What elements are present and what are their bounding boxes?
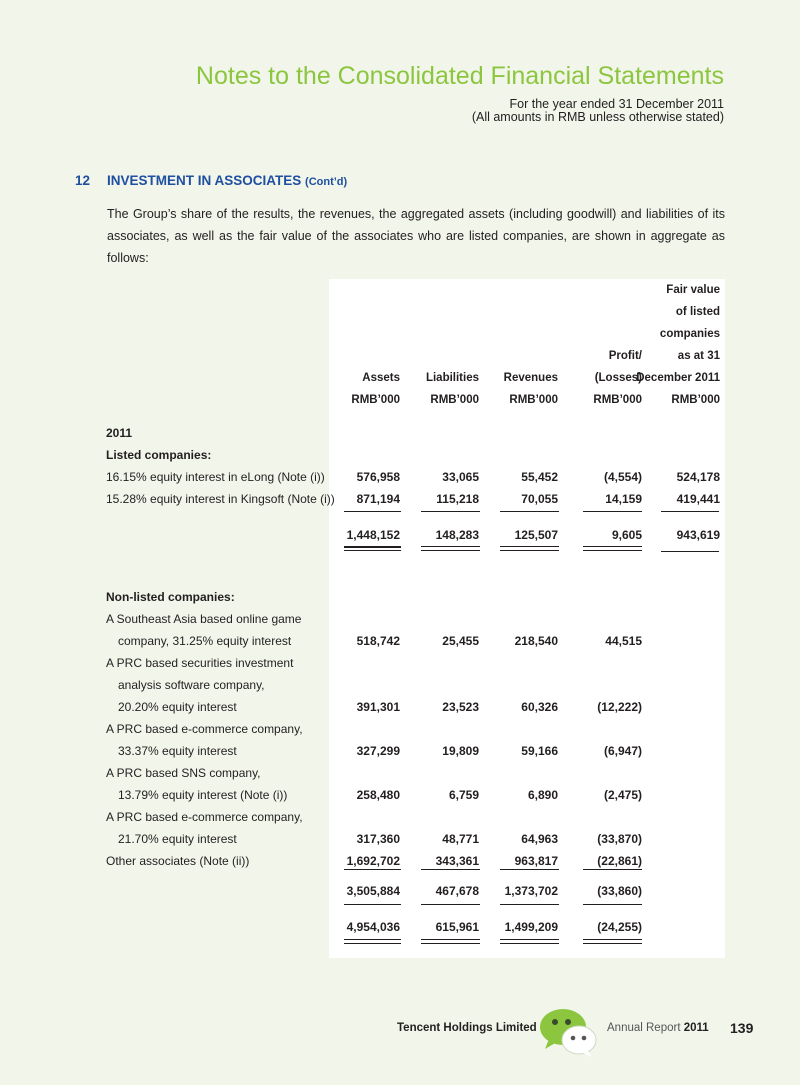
cell-revenues: 60,326 bbox=[521, 700, 558, 714]
nonlisted-total-row bbox=[0, 882, 800, 900]
double-underline bbox=[500, 546, 559, 547]
cell-revenues: 55,452 bbox=[521, 470, 558, 484]
subtitle-line-2: (All amounts in RMB unless otherwise stated) bbox=[471, 110, 724, 124]
page-title: Notes to the Consolidated Financial Statements bbox=[195, 62, 724, 90]
header-fair-value-5: December 2011 bbox=[636, 372, 720, 384]
year-label: 2011 bbox=[106, 426, 133, 440]
row-label: Non-listed companies: bbox=[106, 590, 235, 604]
cell-profit: (33,870) bbox=[597, 832, 642, 846]
underline bbox=[421, 869, 480, 870]
cell-fair-value: 943,619 bbox=[676, 528, 720, 542]
table-row bbox=[0, 490, 800, 508]
double-underline bbox=[583, 550, 642, 551]
cell-profit: 9,605 bbox=[611, 528, 642, 542]
row-label: 21.70% equity interest bbox=[118, 832, 237, 846]
listed-total-row bbox=[0, 526, 800, 544]
table-row bbox=[0, 742, 800, 760]
cell-revenues: 64,963 bbox=[521, 832, 558, 846]
cell-liabilities: 33,065 bbox=[442, 470, 479, 484]
section-title: INVESTMENT IN ASSOCIATES bbox=[107, 173, 302, 188]
row-label: analysis software company, bbox=[118, 678, 265, 692]
table-row bbox=[0, 852, 800, 870]
table-row bbox=[0, 632, 800, 650]
table-row bbox=[0, 786, 800, 804]
underline bbox=[500, 869, 559, 870]
cell-liabilities: 25,455 bbox=[442, 634, 479, 648]
cell-revenues: 1,373,702 bbox=[504, 884, 558, 898]
intro-paragraph: The Group’s share of the results, the revenues, the aggregated assets (including goodwill) and liabilities of its associates, as well as the fair value of the associates who are listed companies, are shown in aggregate as follows: bbox=[107, 207, 725, 265]
double-underline bbox=[344, 943, 401, 944]
cell-liabilities: 23,523 bbox=[442, 700, 479, 714]
underline bbox=[583, 869, 642, 870]
table-row-label bbox=[0, 720, 800, 738]
double-underline bbox=[421, 939, 480, 940]
header-unit-assets: RMB’000 bbox=[351, 394, 400, 406]
underline bbox=[500, 511, 559, 512]
header-fair-value-2: of listed bbox=[675, 306, 720, 318]
header-liabilities: Liabilities bbox=[425, 372, 479, 384]
double-underline bbox=[500, 939, 559, 940]
cell-revenues: 70,055 bbox=[521, 492, 558, 506]
cell-revenues: 125,507 bbox=[514, 528, 558, 542]
table-row-label bbox=[0, 654, 800, 672]
row-label: A PRC based e-commerce company, bbox=[106, 722, 303, 736]
double-underline bbox=[421, 943, 480, 944]
table-row-label bbox=[0, 676, 800, 694]
cell-revenues: 6,890 bbox=[527, 788, 558, 802]
cell-liabilities: 48,771 bbox=[442, 832, 479, 846]
cell-profit: (24,255) bbox=[597, 920, 642, 934]
header-unit-revenues: RMB’000 bbox=[509, 394, 558, 406]
cell-profit: (4,554) bbox=[603, 470, 642, 484]
cell-fair-value: 524,178 bbox=[676, 470, 720, 484]
cell-profit: (33,860) bbox=[597, 884, 642, 898]
row-label: 33.37% equity interest bbox=[118, 744, 237, 758]
double-underline bbox=[421, 550, 480, 551]
header-fair-value-1: Fair value bbox=[666, 284, 720, 296]
underline bbox=[344, 869, 401, 870]
cell-liabilities: 148,283 bbox=[435, 528, 479, 542]
cell-assets: 327,299 bbox=[356, 744, 400, 758]
underline bbox=[583, 511, 642, 512]
row-label: A PRC based SNS company, bbox=[106, 766, 261, 780]
row-label: A PRC based securities investment bbox=[106, 656, 294, 670]
listed-heading: Listed companies: bbox=[106, 448, 212, 462]
underline bbox=[421, 511, 480, 512]
cell-profit: (12,222) bbox=[597, 700, 642, 714]
cell-revenues: 59,166 bbox=[521, 744, 558, 758]
footer-report-label: Annual Report bbox=[607, 1022, 681, 1034]
underline bbox=[344, 511, 401, 512]
cell-profit: (2,475) bbox=[603, 788, 642, 802]
cell-assets: 4,954,036 bbox=[346, 920, 400, 934]
section-cont: (Cont’d) bbox=[305, 176, 348, 188]
row-label: A PRC based e-commerce company, bbox=[106, 810, 303, 824]
table-row bbox=[0, 468, 800, 486]
row-label: 13.79% equity interest (Note (i)) bbox=[118, 788, 288, 802]
nonlisted-heading bbox=[0, 588, 800, 606]
double-underline bbox=[344, 550, 401, 551]
cell-assets: 1,692,702 bbox=[346, 854, 400, 868]
footer-report-year: 2011 bbox=[683, 1022, 709, 1034]
underline bbox=[344, 904, 401, 905]
cell-liabilities: 19,809 bbox=[442, 744, 479, 758]
wechat-logo-icon bbox=[537, 1005, 599, 1059]
row-label: 16.15% equity interest in eLong (Note (i)) bbox=[106, 470, 325, 484]
table-row-label bbox=[0, 764, 800, 782]
table-row bbox=[0, 830, 800, 848]
double-underline bbox=[421, 546, 480, 547]
page-number: 139 bbox=[730, 1020, 754, 1036]
grand-total-row bbox=[0, 918, 800, 936]
table-row bbox=[0, 698, 800, 716]
row-label: Other associates (Note (ii)) bbox=[106, 854, 250, 868]
header-revenues: Revenues bbox=[503, 372, 558, 384]
cell-liabilities: 6,759 bbox=[448, 788, 479, 802]
underline bbox=[344, 547, 401, 548]
cell-profit: (22,861) bbox=[597, 854, 642, 868]
header-fair-value-3: companies bbox=[659, 328, 720, 340]
double-underline bbox=[583, 939, 642, 940]
underline bbox=[661, 511, 719, 512]
cell-assets: 317,360 bbox=[356, 832, 400, 846]
cell-fair-value: 419,441 bbox=[676, 492, 720, 506]
cell-liabilities: 343,361 bbox=[435, 854, 479, 868]
table-row-label bbox=[0, 808, 800, 826]
cell-assets: 576,958 bbox=[356, 470, 400, 484]
row-label: 15.28% equity interest in Kingsoft (Note (i)) bbox=[106, 492, 335, 506]
double-underline bbox=[344, 939, 401, 940]
cell-revenues: 1,499,209 bbox=[504, 920, 558, 934]
cell-assets: 518,742 bbox=[356, 634, 400, 648]
header-profit-2: (Losses) bbox=[594, 372, 642, 384]
row-label: A Southeast Asia based online game bbox=[106, 612, 302, 626]
footer-report bbox=[607, 1022, 709, 1034]
cell-assets: 1,448,152 bbox=[346, 528, 400, 542]
cell-liabilities: 115,218 bbox=[436, 492, 479, 506]
cell-profit: 14,159 bbox=[605, 492, 642, 506]
double-underline bbox=[583, 546, 642, 547]
double-underline bbox=[661, 551, 719, 552]
header-profit-1: Profit/ bbox=[608, 350, 642, 362]
cell-assets: 3,505,884 bbox=[346, 884, 400, 898]
header-assets: Assets bbox=[362, 372, 400, 384]
row-label: company, 31.25% equity interest bbox=[118, 634, 292, 648]
footer-company: Tencent Holdings Limited bbox=[397, 1022, 537, 1034]
double-underline bbox=[500, 943, 559, 944]
cell-assets: 258,480 bbox=[356, 788, 400, 802]
underline bbox=[421, 904, 480, 905]
underline bbox=[500, 904, 559, 905]
cell-revenues: 963,817 bbox=[514, 854, 558, 868]
double-underline bbox=[500, 550, 559, 551]
double-underline bbox=[583, 943, 642, 944]
section-number: 12 bbox=[75, 173, 91, 188]
header-unit-profit: RMB’000 bbox=[593, 394, 642, 406]
header-unit-liabilities: RMB’000 bbox=[430, 394, 479, 406]
cell-profit: 44,515 bbox=[605, 634, 642, 648]
underline bbox=[583, 904, 642, 905]
cell-profit: (6,947) bbox=[603, 744, 642, 758]
header-fair-value-4: as at 31 bbox=[677, 350, 720, 362]
cell-assets: 391,301 bbox=[356, 700, 400, 714]
subtitle-line-1: For the year ended 31 December 2011 bbox=[509, 97, 724, 111]
table-row-label bbox=[0, 610, 800, 628]
cell-assets: 871,194 bbox=[356, 492, 400, 506]
cell-liabilities: 467,678 bbox=[435, 884, 479, 898]
cell-liabilities: 615,961 bbox=[435, 920, 479, 934]
row-label: 20.20% equity interest bbox=[118, 700, 237, 714]
header-unit-fair-value: RMB’000 bbox=[671, 394, 720, 406]
cell-revenues: 218,540 bbox=[514, 634, 558, 648]
